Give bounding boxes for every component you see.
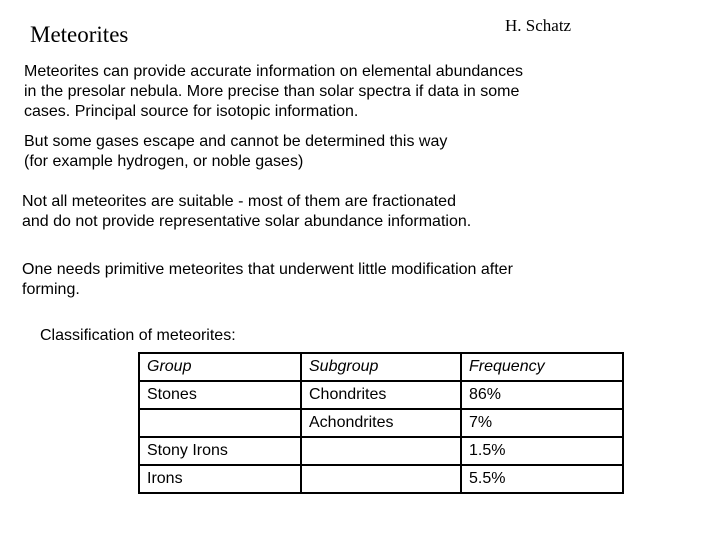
cell-frequency: 7% <box>461 409 623 437</box>
slide-title: Meteorites <box>30 22 129 47</box>
classification-label: Classification of meteorites: <box>40 327 236 344</box>
header-frequency: Frequency <box>461 353 623 381</box>
cell-frequency: 1.5% <box>461 437 623 465</box>
header-group: Group <box>139 353 301 381</box>
paragraph-primitive-meteorites: One needs primitive meteorites that underwent little modification after forming. <box>22 261 513 298</box>
cell-subgroup: Chondrites <box>301 381 461 409</box>
cell-group: Irons <box>139 465 301 493</box>
table-row <box>139 465 623 493</box>
cell-frequency: 5.5% <box>461 465 623 493</box>
table-row <box>139 381 623 409</box>
cell-group: Stones <box>139 381 301 409</box>
table-row <box>139 437 623 465</box>
cell-subgroup <box>301 465 461 493</box>
paragraph-fractionated: Not all meteorites are suitable - most of them are fractionated and do not provide representative solar abundance information. <box>22 193 472 230</box>
classification-table <box>138 352 624 494</box>
cell-frequency: 86% <box>461 381 623 409</box>
table-header-row <box>139 353 623 381</box>
cell-group: Stony Irons <box>139 437 301 465</box>
paragraph-gases-escape: But some gases escape and cannot be determined this way (for example hydrogen, or noble gases) <box>24 133 448 170</box>
cell-subgroup <box>301 437 461 465</box>
paragraph-elemental-abundances: Meteorites can provide accurate information on elemental abundances in the presolar nebula. More precise than solar spectra if data in some cases. Principal source for isotopic information. <box>24 63 523 120</box>
header-subgroup: Subgroup <box>301 353 461 381</box>
table-row <box>139 409 623 437</box>
cell-subgroup: Achondrites <box>301 409 461 437</box>
cell-group <box>139 409 301 437</box>
author-name: H. Schatz <box>505 16 572 35</box>
